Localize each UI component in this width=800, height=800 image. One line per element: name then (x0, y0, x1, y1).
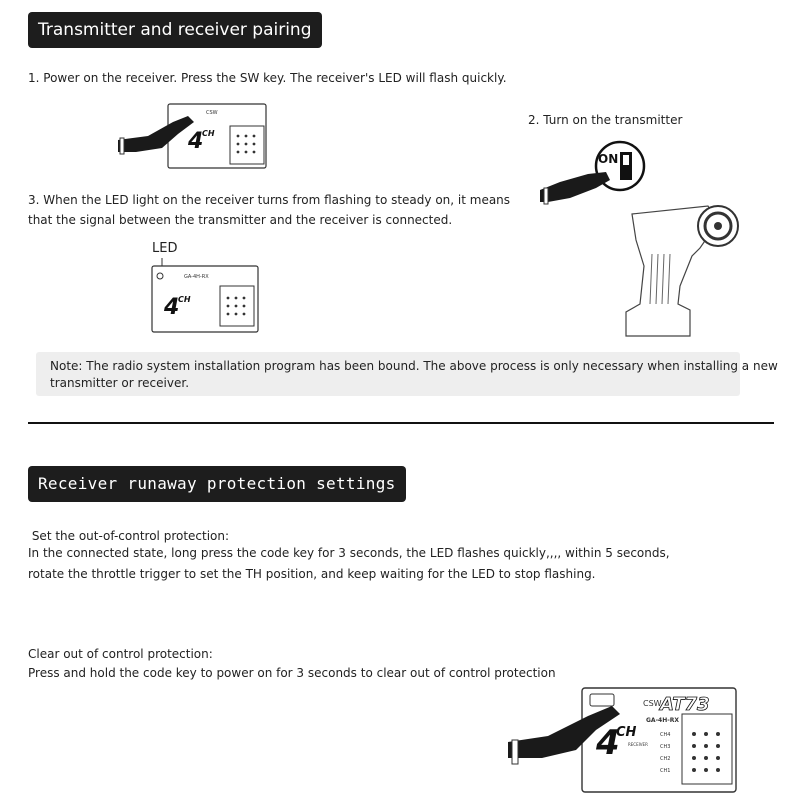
set-protection-line-2: rotate the throttle trigger to set the TH position, and keep waiting for the LED to stop flashing. (28, 567, 596, 581)
receiver-ch2: CH2 (660, 756, 671, 762)
section-divider (28, 422, 774, 424)
receiver-led-brand: 4 (164, 295, 180, 320)
receiver-led-illustration (148, 258, 264, 334)
receiver-ch3: CH3 (660, 744, 671, 750)
step-3-text-line-1: 3. When the LED light on the receiver turns from flashing to steady on, it means (28, 193, 511, 207)
step-1-text: 1. Power on the receiver. Press the SW key. The receiver's LED will flash quickly. (28, 71, 507, 85)
step-3-text-line-2: that the signal between the transmitter and the receiver is connected. (28, 213, 453, 227)
receiver-large-sub: RECEIVER (628, 742, 648, 747)
step-2-text: 2. Turn on the transmitter (528, 113, 683, 127)
watermark: AT73 (660, 694, 710, 715)
led-label: LED (152, 241, 178, 256)
set-protection-line-1: In the connected state, long press the code key for 3 seconds, the LED flashes quickly,,,, within 5 seconds, (28, 546, 670, 560)
note-line-1: Note: The radio system installation program has been bound. The above process is only necessary when installing a new (50, 359, 778, 373)
receiver-large-sw: CSW (643, 699, 662, 708)
set-protection-title: Set the out-of-control protection: (28, 529, 230, 543)
transmitter-illustration (540, 136, 760, 346)
receiver-led-model: GA-4H-RX (184, 274, 209, 280)
clear-protection-line-1: Press and hold the code key to power on for 3 seconds to clear out of control protection (28, 666, 556, 680)
section-heading-runaway: Receiver runaway protection settings (28, 466, 406, 502)
receiver-led-brand-suffix: CH (178, 295, 191, 304)
receiver-hand-illustration-2 (508, 684, 740, 796)
receiver-ch1: CH1 (660, 768, 671, 774)
transmitter-on-label: ON (598, 152, 619, 166)
receiver-brand: 4 (188, 129, 204, 154)
receiver-large-brand: 4 (596, 723, 620, 763)
receiver-hand-illustration-1 (118, 100, 270, 172)
note-line-2: transmitter or receiver. (50, 376, 190, 390)
receiver-ch4: CH4 (660, 732, 671, 738)
section-heading-pairing: Transmitter and receiver pairing (28, 12, 322, 48)
receiver-large-brand-suffix: CH (616, 725, 637, 740)
receiver-brand-suffix: CH (202, 129, 215, 138)
receiver-sw-label: CSW (206, 110, 218, 116)
clear-protection-title: Clear out of control protection: (28, 647, 213, 661)
receiver-large-model: GA-4H-RX (646, 717, 679, 724)
